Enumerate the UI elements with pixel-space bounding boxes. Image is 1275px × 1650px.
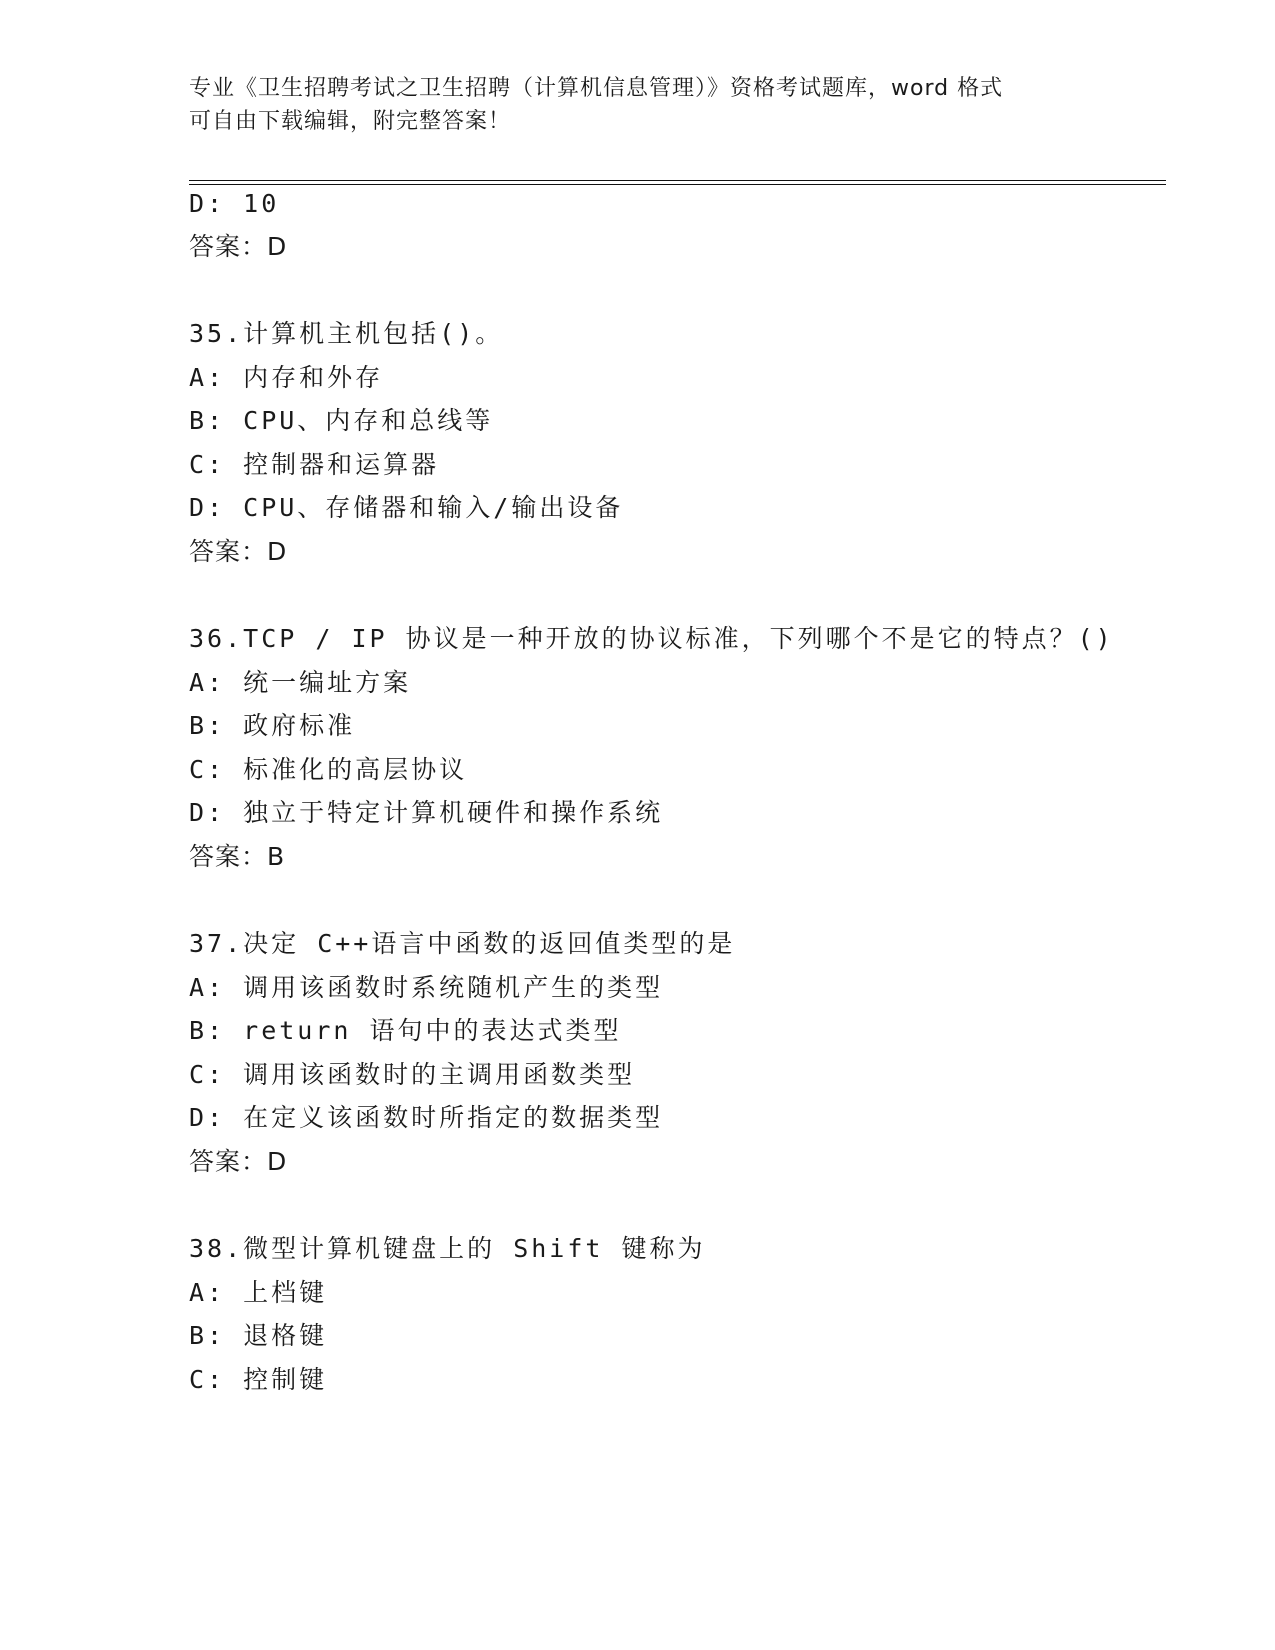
option-c: C: 控制键 [189, 1365, 328, 1394]
question-stem: 35.计算机主机包括()。 [189, 319, 504, 348]
option-a: A: 内存和外存 [189, 363, 384, 392]
document-header [189, 72, 1089, 138]
header-divider-bottom [189, 184, 1166, 185]
option-b: B: return 语句中的表达式类型 [189, 1016, 622, 1045]
header-line-2: 可自由下载编辑，附完整答案！ [189, 109, 512, 134]
answer-line: 答案：D [189, 1147, 288, 1176]
option-d: D: 独立于特定计算机硬件和操作系统 [189, 798, 664, 827]
answer-line: 答案：B [189, 842, 286, 871]
question-stem: 38.微型计算机键盘上的 Shift 键称为 [189, 1234, 706, 1263]
answer-line: 答案：D [189, 232, 288, 261]
question-stem: 37.决定 C++语言中函数的返回值类型的是 [189, 929, 736, 958]
option-a: A: 调用该函数时系统随机产生的类型 [189, 973, 664, 1002]
option-c: C: 控制器和运算器 [189, 450, 440, 479]
option-a: A: 统一编址方案 [189, 668, 412, 697]
option-d: D: CPU、存储器和输入/输出设备 [189, 493, 624, 522]
option-b: B: CPU、内存和总线等 [189, 406, 494, 435]
question-stem: 36.TCP / IP 协议是一种开放的协议标准，下列哪个不是它的特点？() [189, 624, 1114, 653]
answer-line: 答案：D [189, 537, 288, 566]
header-divider-top [189, 180, 1166, 181]
option-d: D: 10 [189, 189, 280, 218]
option-d: D: 在定义该函数时所指定的数据类型 [189, 1103, 664, 1132]
option-c: C: 调用该函数时的主调用函数类型 [189, 1060, 636, 1089]
option-b: B: 政府标准 [189, 711, 356, 740]
option-a: A: 上档键 [189, 1278, 328, 1307]
option-c: C: 标准化的高层协议 [189, 755, 468, 784]
header-line-1: 专业《卫生招聘考试之卫生招聘（计算机信息管理）》资格考试题库，word 格式 [189, 76, 1004, 101]
option-b: B: 退格键 [189, 1321, 328, 1350]
